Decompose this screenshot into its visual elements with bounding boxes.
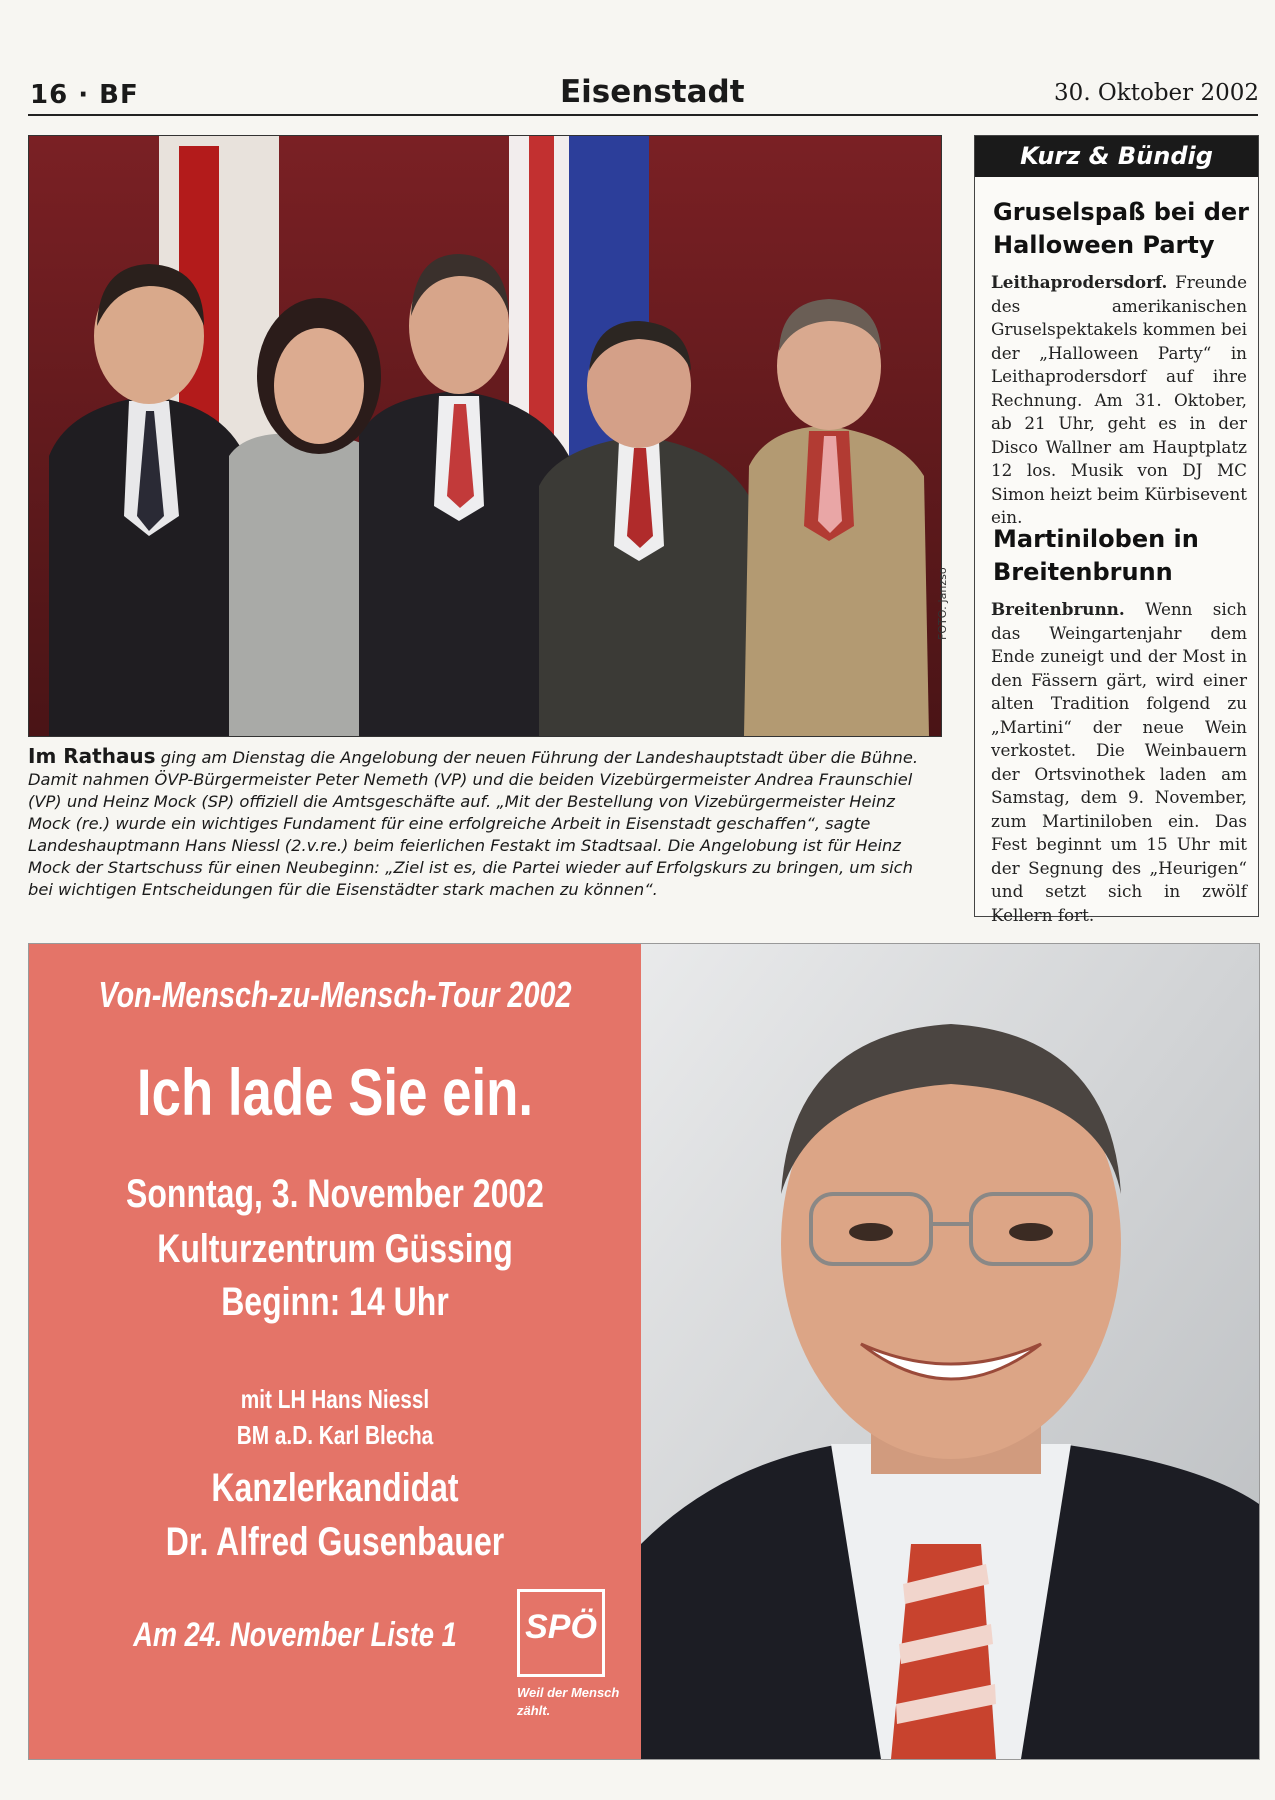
ad-candidate-name: Dr. Alfred Gusenbauer: [165, 1520, 505, 1564]
ad-vote-callout: Am 24. November Liste 1: [133, 1616, 457, 1654]
ad-date: Sonntag, 3. November 2002: [126, 1172, 544, 1216]
article-body: [991, 598, 1247, 927]
news-photo: [28, 135, 942, 737]
photo-caption: [28, 745, 938, 901]
advertisement: [28, 943, 1260, 1760]
header-rule: [28, 114, 1258, 116]
ad-guest: BM a.D. Karl Blecha: [236, 1420, 434, 1450]
candidate-portrait: [641, 944, 1259, 1759]
ad-candidate-role: Kanzlerkandidat: [211, 1466, 459, 1510]
article-body: [991, 271, 1247, 530]
photo-credit: FOTO: Janzso: [936, 567, 949, 640]
ad-venue: Kulturzentrum Güssing: [157, 1227, 513, 1271]
issue-date: 30. Oktober 2002: [1054, 80, 1259, 106]
spoe-logo: [517, 1589, 605, 1677]
sidebar-heading: Kurz & Bündig: [975, 136, 1258, 177]
section-title: Eisenstadt: [560, 74, 745, 110]
page-section-label: 16 · BF: [30, 80, 139, 110]
article-title: Gruselspaß bei der Halloween Party: [993, 198, 1250, 259]
article-lead: Breitenbrunn.: [991, 599, 1125, 619]
ad-tour-title: Von-Mensch-zu-Mensch-Tour 2002: [98, 974, 572, 1015]
caption-text: ging am Dienstag die Angelobung der neuen Führung der Landeshauptstadt über die Bühne. Damit nahmen ÖVP-Bürgermeister Peter Nemeth (VP) und die beiden Vizebürgermeister Andrea Fraunschiel (VP) und Heinz Mock (SP) offiziell die Amtsgeschäfte auf. „Mit der Bestellung von Vizebürgermeister Heinz Mock (re.) wurde ein wichtiges Fundament für eine erfolgreiche Arbeit in Eisenstadt geschaffen“, sagte Landeshauptmann Hans Niessl (2.v.re.) beim feierlichen Festakt im Stadtsaal. Die Angelobung ist für Heinz Mock der Startschuss für einen Neubeginn: „Ziel ist es, die Partei wieder auf Erfolgskurs zu bringen, um sich bei wichtigen Entscheidungen für die Eisenstädter stark machen zu können“.: [28, 748, 919, 899]
portrait-illustration: [641, 944, 1259, 1759]
ad-slogan: Weil der Mensch zählt.: [517, 1685, 620, 1718]
group-photo-illustration: [29, 136, 941, 736]
logo-text: SPÖ: [525, 1608, 597, 1646]
article-text: Freunde des amerikanischen Gruselspektakels kommen bei der „Halloween Party“ in Leithaprodersdorf auf ihre Rechnung. Am 31. Oktober, ab 21 Uhr, geht es in der Disco Wallner am Hauptplatz 12 los. Musik von DJ MC Simon heizt beim Kürbisevent ein.: [991, 272, 1247, 527]
article-title: Martiniloben in Breitenbrunn: [993, 525, 1199, 586]
ad-guest: mit LH Hans Niessl: [240, 1384, 430, 1414]
ad-headline: Ich lade Sie ein.: [136, 1055, 534, 1129]
ad-begin-time: Beginn: 14 Uhr: [221, 1280, 449, 1324]
ad-text-panel: [29, 944, 641, 1759]
caption-lead: Im Rathaus: [28, 744, 156, 768]
article-text: Wenn sich das Weingartenjahr dem Ende zuneigt und der Most in den Fässern gärt, wird einer alten Tradition folgend zu „Martini“ der neue Wein verkostet. Die Weinbauern der Ortsvinothek laden am Samstag, dem 9. November, zum Martiniloben ein. Das Fest beginnt um 15 Uhr mit der Segnung des „Heurigen“ und setzt sich in zwölf Kellern fort.: [991, 599, 1247, 925]
article-lead: Leithaprodersdorf.: [991, 272, 1168, 292]
kurz-buendig-box: [974, 135, 1259, 925]
